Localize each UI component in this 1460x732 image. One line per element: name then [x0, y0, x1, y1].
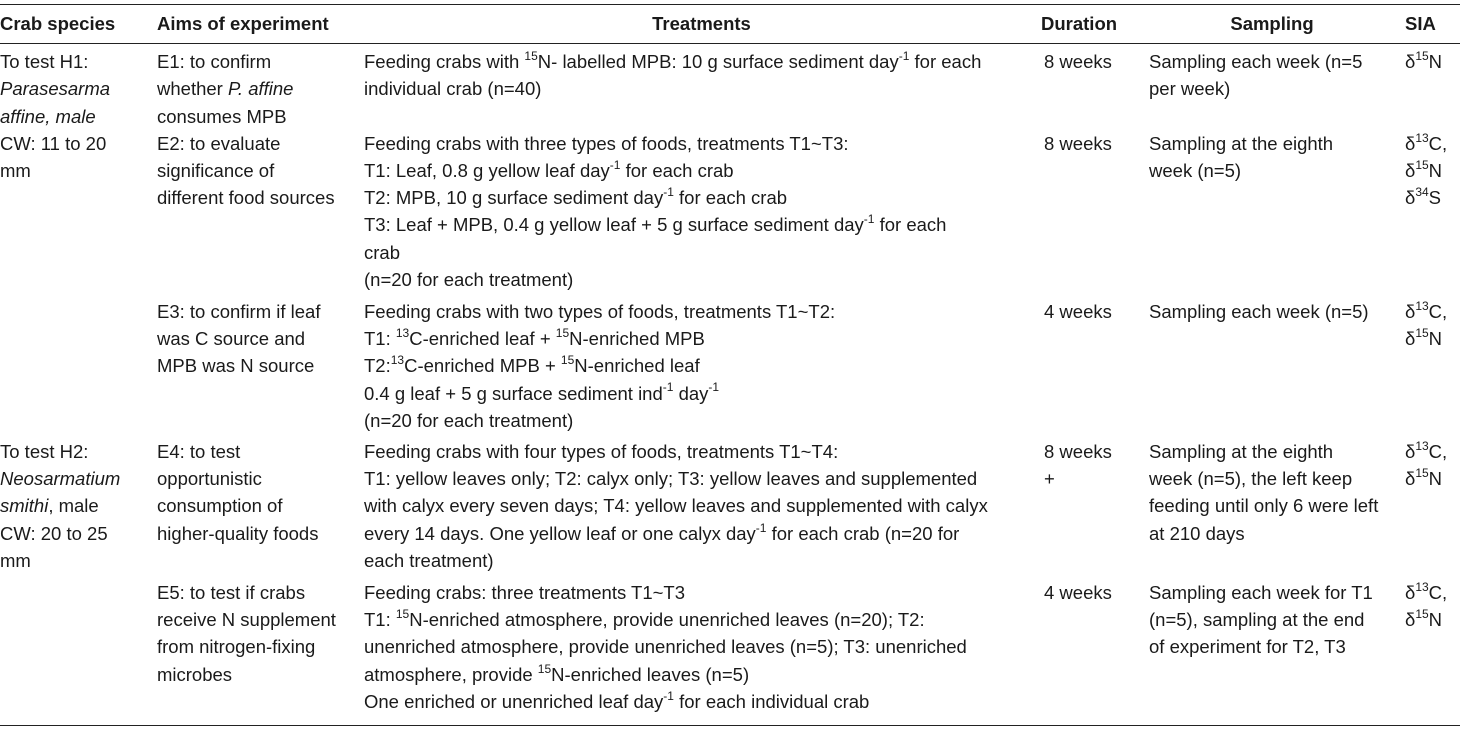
sia-cell — [1400, 130, 1460, 293]
treatments-cell — [362, 574, 1041, 726]
duration-text: 8 weeks — [1044, 132, 1112, 154]
aims-text: consumes MPB — [157, 105, 287, 127]
sampling-text: Sampling at the eighth — [1149, 441, 1334, 463]
treatment-text: Feeding crabs with three types of foods, treatments T1~T3: — [364, 132, 849, 154]
sia-text: $\delta^{15}N$ — [1405, 157, 1443, 182]
treatment-text: every 14 days. One yellow leaf or one calyx day$^{-1}$ for each crab (n=20 for — [364, 520, 960, 544]
species-text: mm — [0, 160, 31, 182]
duration-text: 4 weeks — [1044, 582, 1112, 604]
table-row — [0, 574, 1460, 726]
treatment-text: T1: Leaf, 0.8 g yellow leaf day$^{-1}$ for each crab — [364, 157, 734, 182]
sia-cell — [1400, 44, 1460, 130]
duration-cell — [1041, 130, 1144, 293]
species-epithet: smithi — [0, 495, 49, 517]
sia-cell — [1400, 434, 1460, 574]
duration-cell — [1041, 574, 1144, 726]
treatment-text: 0.4 g leaf + 5 g surface sediment ind$^{-1}$ day$^{-1}$ — [364, 380, 720, 404]
treatments-cell — [362, 434, 1041, 574]
sia-text: $\delta^{15}N$ — [1405, 466, 1443, 490]
aims-text: higher-quality foods — [157, 522, 319, 544]
treatment-text: T1: yellow leaves only; T2: calyx only; T3: yellow leaves and supplemented — [364, 468, 978, 490]
sia-text: $\delta^{13}C$, — [1405, 579, 1448, 604]
aims-text: E5: to test if crabs — [157, 582, 306, 604]
aims-text: microbes — [157, 663, 233, 685]
sia-text: $\delta^{15}N$ — [1405, 607, 1443, 631]
experiment-table — [0, 4, 1460, 726]
aims-cell — [153, 434, 362, 574]
species-text: CW: 20 to 25 — [0, 522, 108, 544]
sia-text: $\delta^{15}N$ — [1405, 49, 1443, 73]
species-text: To test H2: — [0, 441, 89, 463]
sampling-cell — [1144, 44, 1400, 130]
sia-cell — [1400, 574, 1460, 726]
sampling-text: per week) — [1149, 78, 1231, 100]
species-text: CW: 11 to 20 — [0, 132, 107, 154]
treatment-text: Feeding crabs with $^{15}$N- labelled MPB: 10 g surface sediment day$^{-1}$ for each — [364, 49, 982, 73]
sampling-text: (n=5), sampling at the end — [1149, 609, 1365, 631]
header-crab-species: Crab species — [0, 13, 116, 34]
sampling-cell — [1144, 434, 1400, 574]
sia-text: $\delta^{13}C$, — [1405, 130, 1448, 154]
sia-text: $\delta^{13}C$, — [1405, 438, 1448, 463]
treatments-cell — [362, 293, 1041, 434]
aims-text: consumption of — [157, 495, 283, 517]
sampling-text: week (n=5), the left keep — [1149, 468, 1353, 490]
aims-cell — [153, 293, 362, 434]
species-h2-cell: To test H2: Neosarmatium smithi, male CW: 20 to 25 mm — [0, 434, 153, 726]
duration-cell — [1041, 44, 1144, 130]
aims-text: opportunistic — [157, 468, 262, 490]
header-treatments: Treatments — [652, 13, 751, 34]
treatment-text: T2: MPB, 10 g surface sediment day$^{-1}$ for each crab — [364, 185, 788, 209]
treatment-text: T1: $^{15}$N-enriched atmosphere, provide unenriched leaves (n=20); T2: — [364, 607, 925, 631]
treatment-text: each treatment) — [364, 549, 494, 571]
sia-text: $\delta^{15}N$ — [1405, 326, 1443, 350]
duration-text: 4 weeks — [1044, 301, 1112, 323]
treatment-text: T2:$^{13}$C-enriched MPB + $^{15}$N-enriched leaf — [364, 353, 700, 377]
treatment-text: (n=20 for each treatment) — [364, 268, 574, 290]
aims-text: whether P. affine — [157, 78, 294, 100]
aims-text: significance of — [157, 160, 275, 182]
header-sia: SIA — [1405, 13, 1436, 34]
aims-text: E3: to confirm if leaf — [157, 301, 321, 323]
aims-text: E2: to evaluate — [157, 132, 281, 154]
treatments-cell — [362, 130, 1041, 293]
treatment-text: (n=20 for each treatment) — [364, 409, 574, 431]
species-epithet: affine, male — [0, 105, 96, 127]
aims-cell — [153, 574, 362, 726]
sampling-text: of experiment for T2, T3 — [1149, 636, 1346, 658]
header-row — [0, 5, 1460, 44]
duration-text: 8 weeks — [1044, 51, 1112, 73]
aims-cell — [153, 44, 362, 130]
header-duration: Duration — [1041, 13, 1118, 34]
duration-text: + — [1044, 468, 1055, 490]
table-row — [0, 293, 1460, 434]
sia-cell — [1400, 293, 1460, 434]
species-genus: Parasesarma — [0, 78, 111, 100]
header-aims: Aims of experiment — [157, 13, 329, 34]
treatment-text: with calyx every seven days; T4: yellow leaves and supplemented with calyx — [364, 495, 988, 517]
treatment-text: Feeding crabs with two types of foods, treatments T1~T2: — [364, 301, 836, 323]
treatment-text: individual crab (n=40) — [364, 78, 542, 100]
treatment-text: unenriched atmosphere, provide unenriched leaves (n=5); T3: unenriched — [364, 636, 967, 658]
sampling-text: week (n=5) — [1149, 160, 1242, 182]
treatment-text: Feeding crabs with four types of foods, treatments T1~T4: — [364, 441, 839, 463]
aims-text: MPB was N source — [157, 355, 315, 377]
aims-text: receive N supplement — [157, 609, 336, 631]
table-row — [0, 130, 1460, 293]
aims-text: E1: to confirm — [157, 51, 272, 73]
sampling-text: Sampling each week (n=5) — [1149, 301, 1369, 323]
header-sampling: Sampling — [1230, 13, 1314, 34]
sampling-cell — [1144, 574, 1400, 726]
duration-text: 8 weeks — [1044, 441, 1112, 463]
sampling-cell — [1144, 293, 1400, 434]
sampling-text: Sampling each week for T1 — [1149, 582, 1373, 604]
duration-cell — [1041, 434, 1144, 574]
species-text: mm — [0, 549, 31, 571]
treatment-text: atmosphere, provide $^{15}$N-enriched leaves (n=5) — [364, 661, 750, 685]
species-text: To test H1: — [0, 51, 89, 73]
aims-text: E4: to test — [157, 441, 241, 463]
sia-text: $\delta^{13}C$, — [1405, 298, 1448, 323]
duration-cell — [1041, 293, 1144, 434]
sampling-cell — [1144, 130, 1400, 293]
species-genus: Neosarmatium — [0, 468, 121, 490]
aims-text: from nitrogen-fixing — [157, 636, 316, 658]
treatment-text: T3: Leaf + MPB, 0.4 g yellow leaf + 5 g surface sediment day$^{-1}$ for each — [364, 212, 947, 236]
sampling-text: at 210 days — [1149, 522, 1245, 544]
treatments-cell — [362, 44, 1041, 130]
treatment-text: Feeding crabs: three treatments T1~T3 — [364, 582, 686, 604]
sampling-text: feeding until only 6 were left — [1149, 495, 1379, 517]
table-row — [0, 44, 1460, 130]
treatment-text: One enriched or unenriched leaf day$^{-1}$ for each individual crab — [364, 688, 870, 712]
table-row — [0, 434, 1460, 574]
sampling-text: Sampling at the eighth — [1149, 132, 1334, 154]
aims-text: different food sources — [157, 187, 335, 209]
aims-text: was C source and — [157, 328, 306, 350]
treatment-text: crab — [364, 241, 400, 263]
sia-text: $\delta^{34}S$ — [1405, 185, 1442, 209]
aims-cell — [153, 130, 362, 293]
species-h1-cell — [0, 44, 153, 434]
sampling-text: Sampling each week (n=5 — [1149, 51, 1363, 73]
treatment-text: T1: $^{13}$C-enriched leaf + $^{15}$N-enriched MPB — [364, 326, 705, 350]
